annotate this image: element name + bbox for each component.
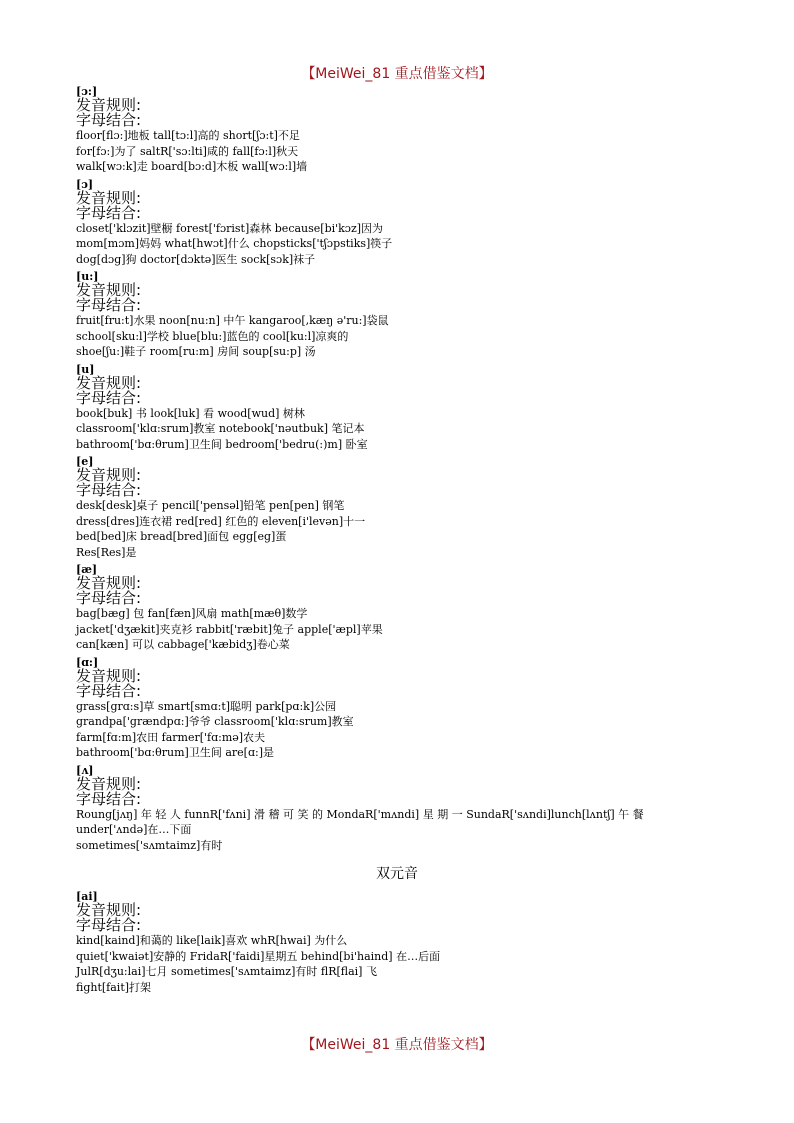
phoneme-symbol: [ai]: [76, 890, 98, 903]
phoneme-block: [76, 86, 726, 179]
phoneme-symbol: [e]: [76, 455, 94, 468]
combo-label: 字母结合:: [76, 589, 142, 607]
combo-label: 字母结合:: [76, 111, 142, 129]
example-line: can[kæn] 可以 cabbage['kæbidʒ]卷心菜: [76, 638, 290, 651]
example-line: desk[desk]桌子 pencil['pensəl]铅笔 pen[pen] 钢笔: [76, 499, 345, 512]
combo-label: 字母结合:: [76, 481, 142, 499]
example-line: bathroom['bɑ:θrum]卫生间 are[ɑ:]是: [76, 746, 274, 759]
rule-label: 发音规则:: [76, 373, 142, 392]
example-line: farm[fɑ:m]农田 farmer['fɑ:mə]农夫: [76, 730, 266, 744]
combo-label: 字母结合:: [76, 681, 142, 700]
document-body: [76, 86, 726, 995]
example-line: floor[flɔ:]地板 tall[tɔ:l]高的 short[ʃɔ:t]不足: [76, 129, 300, 142]
combo-label: 字母结合:: [76, 203, 142, 222]
example-line: grandpa['grændpɑ:]爷爷 classroom['klɑ:srum]教室: [76, 715, 354, 728]
rule-label: 发音规则:: [76, 901, 142, 919]
example-line: classroom['klɑ:srum]教室 notebook['nəutbuk] 笔记本: [76, 422, 365, 435]
example-line: school[sku:l]学校 blue[blu:]蓝色的 cool[ku:l]凉爽的: [76, 329, 349, 343]
section-title: 双元音: [376, 866, 418, 882]
rule-label: 发音规则:: [76, 281, 142, 299]
example-line: closet['klɔzit]壁橱 forest['fɔrist]森林 because[bi'kɔz]因为: [76, 221, 384, 235]
phoneme-block: [76, 657, 726, 765]
example-line: walk[wɔ:k]走 board[bɔ:d]木板 wall[wɔ:l]墙: [76, 160, 308, 173]
example-line: quiet['kwaiət]安静的 FridaR['faidi]星期五 behind[bi'haind] 在…后面: [76, 949, 441, 963]
example-line: JulR[dʒu:lai]七月 sometimes['sʌmtaimz]有时 flR[flai] 飞: [76, 965, 377, 978]
phoneme-symbol: [ɔ:]: [76, 85, 98, 98]
example-line: mom[mɔm]妈妈 what[hwɔt]什么 chopsticks['tʃɔpstiks]筷子: [76, 237, 393, 250]
phoneme-block: [76, 765, 726, 854]
example-line: bag[bæg] 包 fan[fæn]风扇 math[mæθ]数学: [76, 607, 308, 620]
phoneme-symbol: [u:]: [76, 270, 99, 283]
page-footer: 【MeiWei_81 重点借鉴文档】: [301, 1037, 493, 1053]
example-line: grass[grɑ:s]草 smart[smɑ:t]聪明 park[pɑ:k]公园: [76, 699, 337, 713]
phoneme-block: [76, 179, 726, 272]
rule-label: 发音规则:: [76, 188, 142, 207]
phoneme-symbol: [æ]: [76, 563, 98, 576]
phoneme-block: [76, 456, 726, 564]
rule-label: 发音规则:: [76, 96, 142, 114]
example-line: fight[fait]打架: [76, 980, 152, 994]
example-line: book[buk] 书 look[luk] 看 wood[wud] 树林: [76, 406, 305, 420]
example-line: jacket['dʒækit]夹克衫 rabbit['ræbit]兔子 apple['æpl]苹果: [76, 622, 383, 636]
rule-label: 发音规则:: [76, 666, 142, 685]
example-line: bathroom['bɑ:θrum]卫生间 bedroom['bedru(:)m] 卧室: [76, 437, 368, 451]
example-line: kind[kaind]和蔼的 like[laik]喜欢 whR[hwai] 为什么: [76, 934, 348, 947]
example-line: dog[dɔg]狗 doctor[dɔktə]医生 sock[sɔk]袜子: [76, 252, 316, 266]
combo-label: 字母结合:: [76, 916, 142, 934]
combo-label: 字母结合:: [76, 789, 142, 808]
example-line: Roung[jʌŋ] 年 轻 人 funnR['fʌni] 滑 稽 可 笑 的 MondaR['mʌndi] 星 期 一 SundaR['sʌndi]lunch[lʌntʃ] 午 餐: [76, 807, 644, 821]
phoneme-symbol: [ɔ]: [76, 177, 94, 191]
rule-label: 发音规则:: [76, 574, 142, 592]
phoneme-symbol: [u]: [76, 362, 95, 376]
phoneme-symbol: [ʌ]: [76, 763, 94, 777]
example-line: Res[Res]是: [76, 545, 137, 559]
example-line: dress[dres]连衣裙 red[red] 红色的 eleven[i'levən]十一: [76, 514, 366, 528]
phoneme-symbol: [ɑ:]: [76, 655, 99, 669]
example-line: sometimes['sʌmtaimz]有时: [76, 838, 223, 852]
phoneme-block: [76, 891, 726, 995]
rule-label: 发音规则:: [76, 466, 142, 484]
page-header: 【MeiWei_81 重点借鉴文档】: [301, 66, 493, 82]
rule-label: 发音规则:: [76, 774, 142, 793]
example-line: bed[bed]床 bread[bred]面包 egg[eg]蛋: [76, 530, 287, 543]
phoneme-block: [76, 364, 726, 457]
example-line: shoe[ʃu:]鞋子 room[ru:m] 房间 soup[su:p] 汤: [76, 345, 316, 358]
phoneme-block: [76, 271, 726, 364]
phoneme-block: [76, 564, 726, 657]
example-line: for[fɔ:]为了 saltR['sɔ:lti]咸的 fall[fɔ:l]秋天: [76, 144, 299, 158]
combo-label: 字母结合:: [76, 296, 142, 314]
combo-label: 字母结合:: [76, 388, 142, 407]
example-line: fruit[fru:t]水果 noon[nu:n] 中午 kangaroo[,kæŋ ə'ru:]袋鼠: [76, 314, 389, 327]
example-line: under['ʌndə]在…下面: [76, 823, 192, 836]
